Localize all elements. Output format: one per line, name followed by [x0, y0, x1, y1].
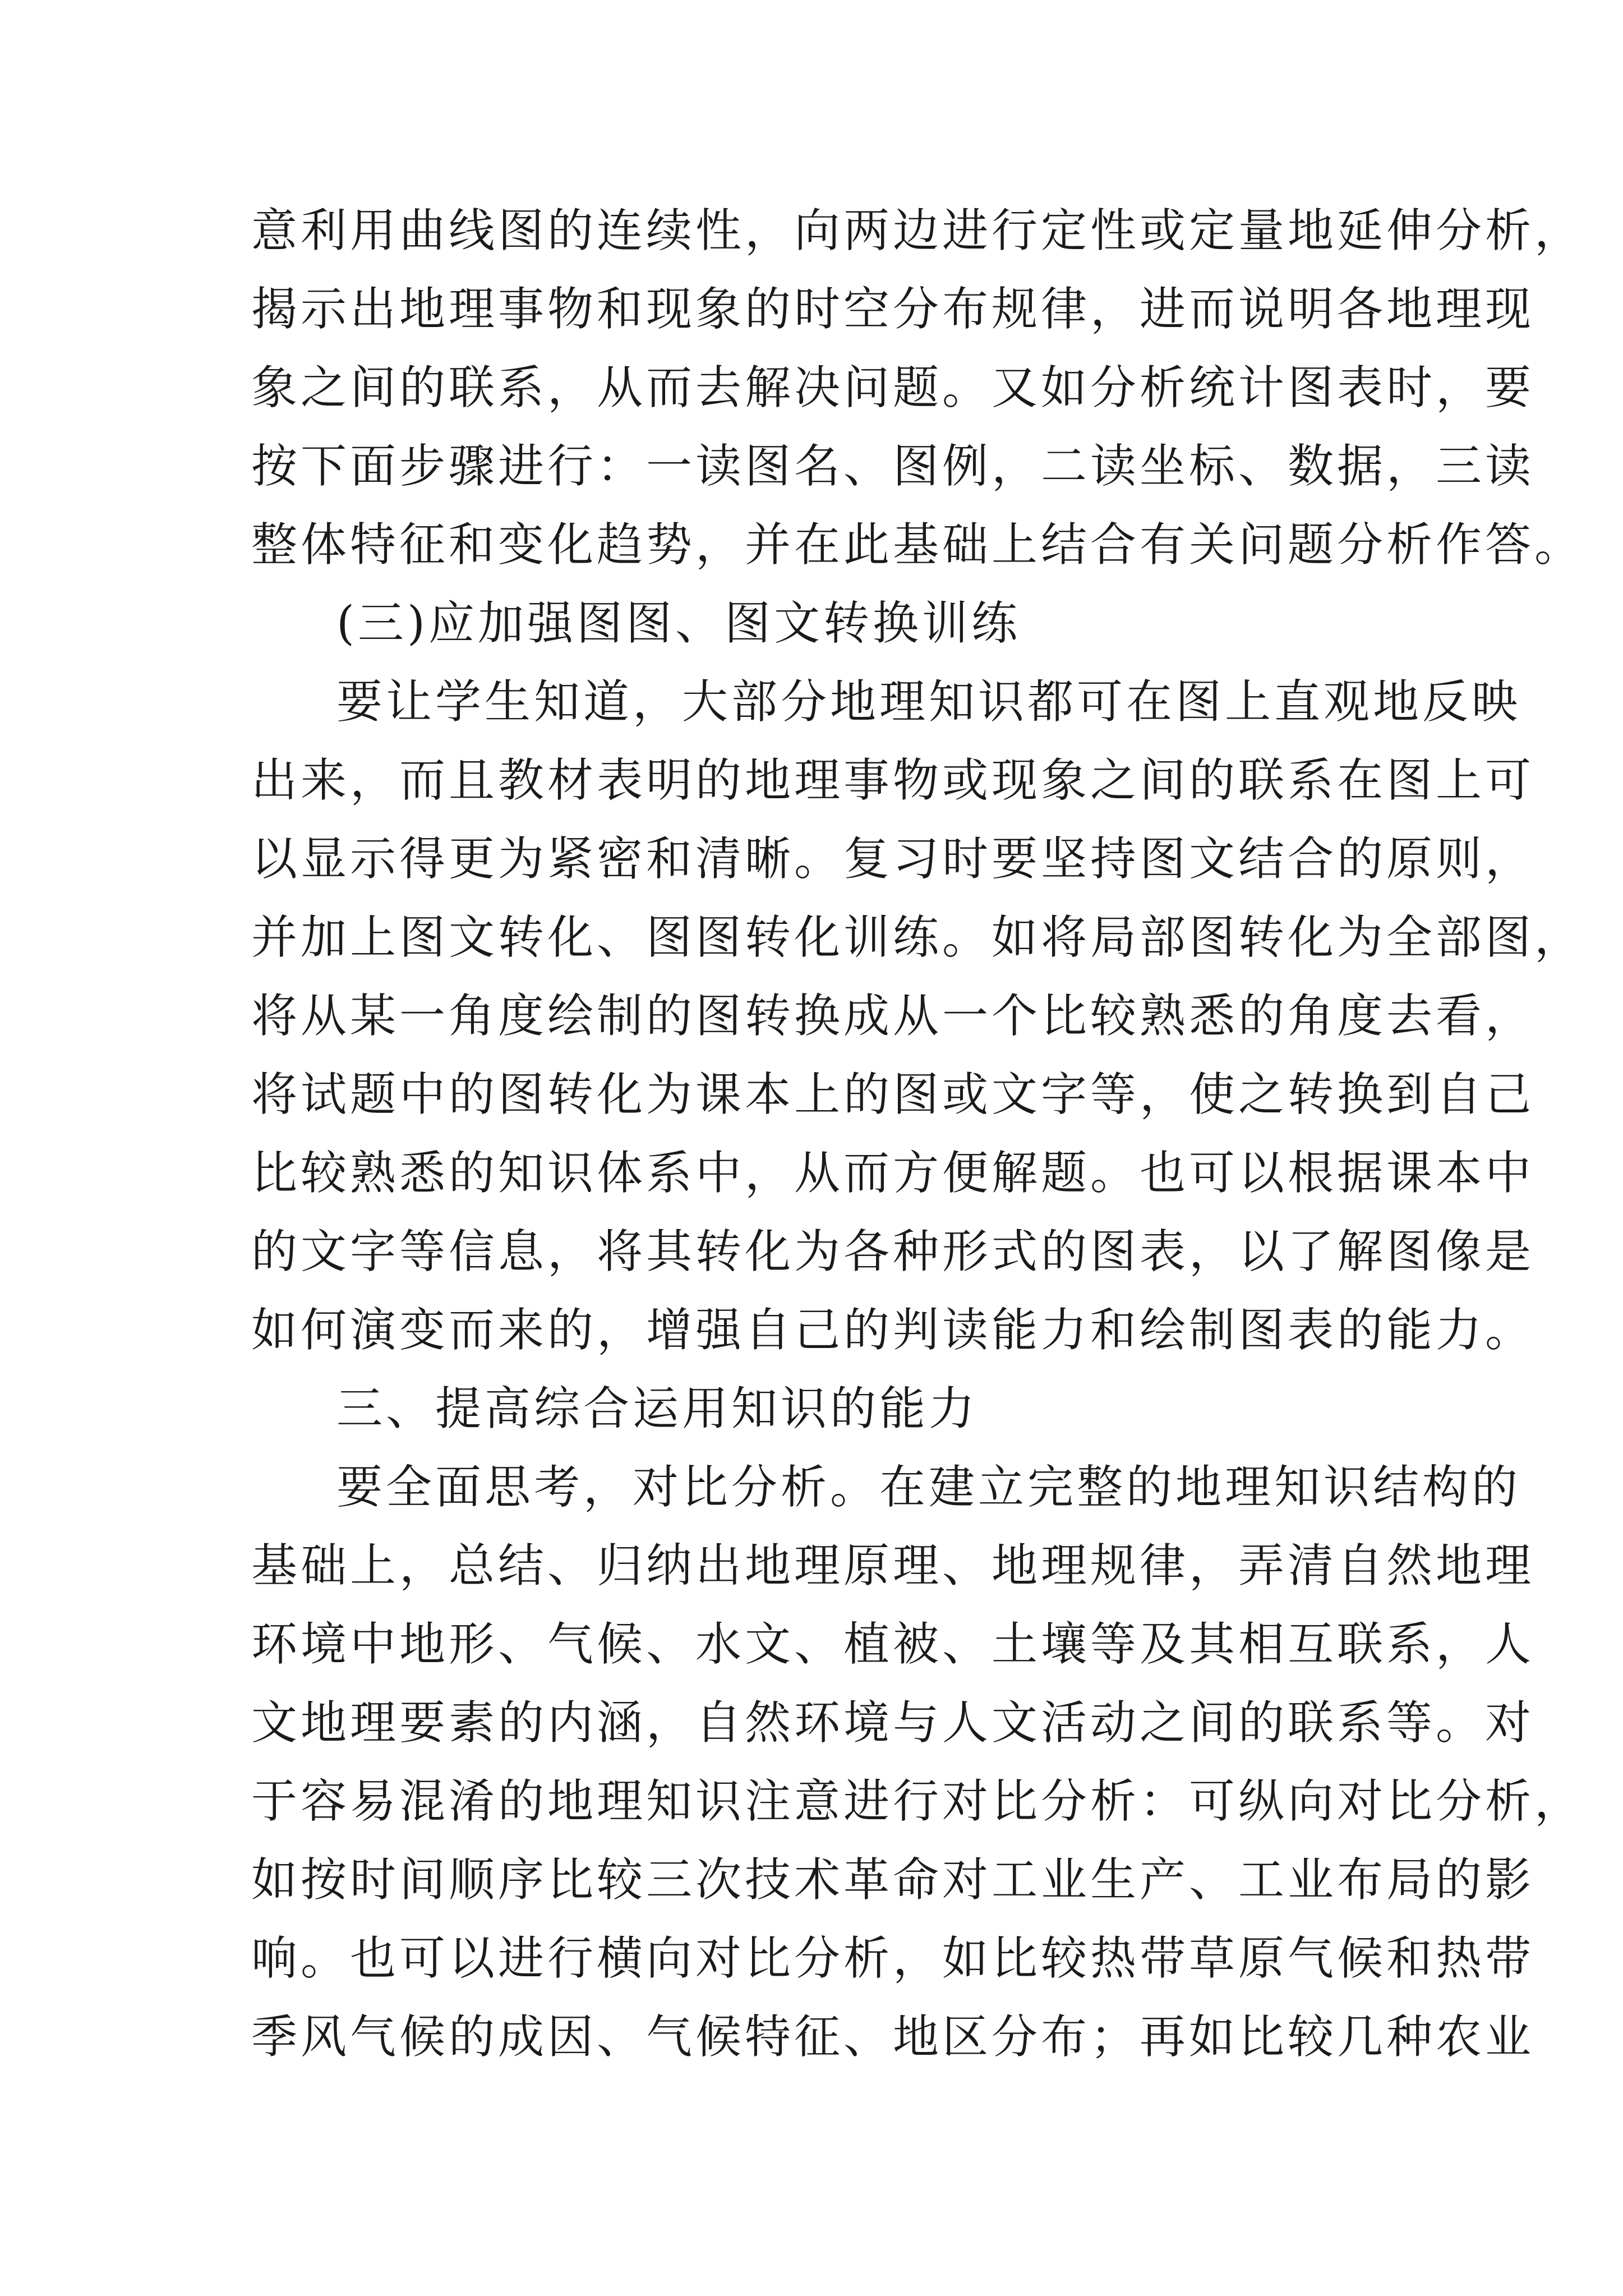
text-line: 以显示得更为紧密和清晰。复习时要坚持图文结合的原则， [251, 832, 1535, 886]
text-line: 如何演变而来的，增强自己的判读能力和绘制图表的能力。 [251, 1304, 1535, 1357]
text-line: 意利用曲线图的连续性，向两边进行定性或定量地延伸分析， [251, 204, 1584, 257]
text-line: 文地理要素的内涵，自然环境与人文活动之间的联系等。对 [251, 1696, 1535, 1750]
text-line: 环境中地形、气候、水文、植被、土壤等及其相互联系，人 [251, 1618, 1535, 1671]
text-line: 将试题中的图转化为课本上的图或文字等，使之转换到自己 [251, 1068, 1535, 1121]
text-line: 揭示出地理事物和现象的时空分布规律，进而说明各地理现 [251, 283, 1535, 336]
section-heading: (三)应加强图图、图文转换训练 [336, 597, 1021, 650]
text-line: 如按时间顺序比较三次技术革命对工业生产、工业布局的影 [251, 1853, 1535, 1907]
text-line: 于容易混淆的地理知识注意进行对比分析：可纵向对比分析， [251, 1775, 1584, 1828]
text-line: 要全面思考，对比分析。在建立完整的地理知识结构的 [336, 1461, 1521, 1514]
section-heading: 三、提高综合运用知识的能力 [336, 1382, 979, 1435]
text-line: 基础上，总结、归纳出地理原理、地理规律，弄清自然地理 [251, 1539, 1535, 1593]
text-line: 要让学生知道，大部分地理知识都可在图上直观地反映 [336, 675, 1521, 729]
text-line: 按下面步骤进行：一读图名、图例，二读坐标、数据，三读 [251, 440, 1535, 493]
text-line: 象之间的联系，从而去解决问题。又如分析统计图表时，要 [251, 361, 1535, 415]
text-line: 出来，而且教材表明的地理事物或现象之间的联系在图上可 [251, 754, 1535, 807]
text-line: 整体特征和变化趋势，并在此基础上结合有关问题分析作答。 [251, 518, 1584, 572]
text-line: 季风气候的成因、气候特征、地区分布；再如比较几种农业 [251, 2010, 1535, 2064]
text-line: 将从某一角度绘制的图转换成从一个比较熟悉的角度去看， [251, 990, 1535, 1043]
text-line: 响。也可以进行横向对比分析，如比较热带草原气候和热带 [251, 1932, 1535, 1985]
text-line: 比较熟悉的知识体系中，从而方便解题。也可以根据课本中 [251, 1147, 1535, 1200]
text-line: 并加上图文转化、图图转化训练。如将局部图转化为全部图， [251, 911, 1584, 964]
text-line: 的文字等信息，将其转化为各种形式的图表，以了解图像是 [251, 1225, 1535, 1278]
